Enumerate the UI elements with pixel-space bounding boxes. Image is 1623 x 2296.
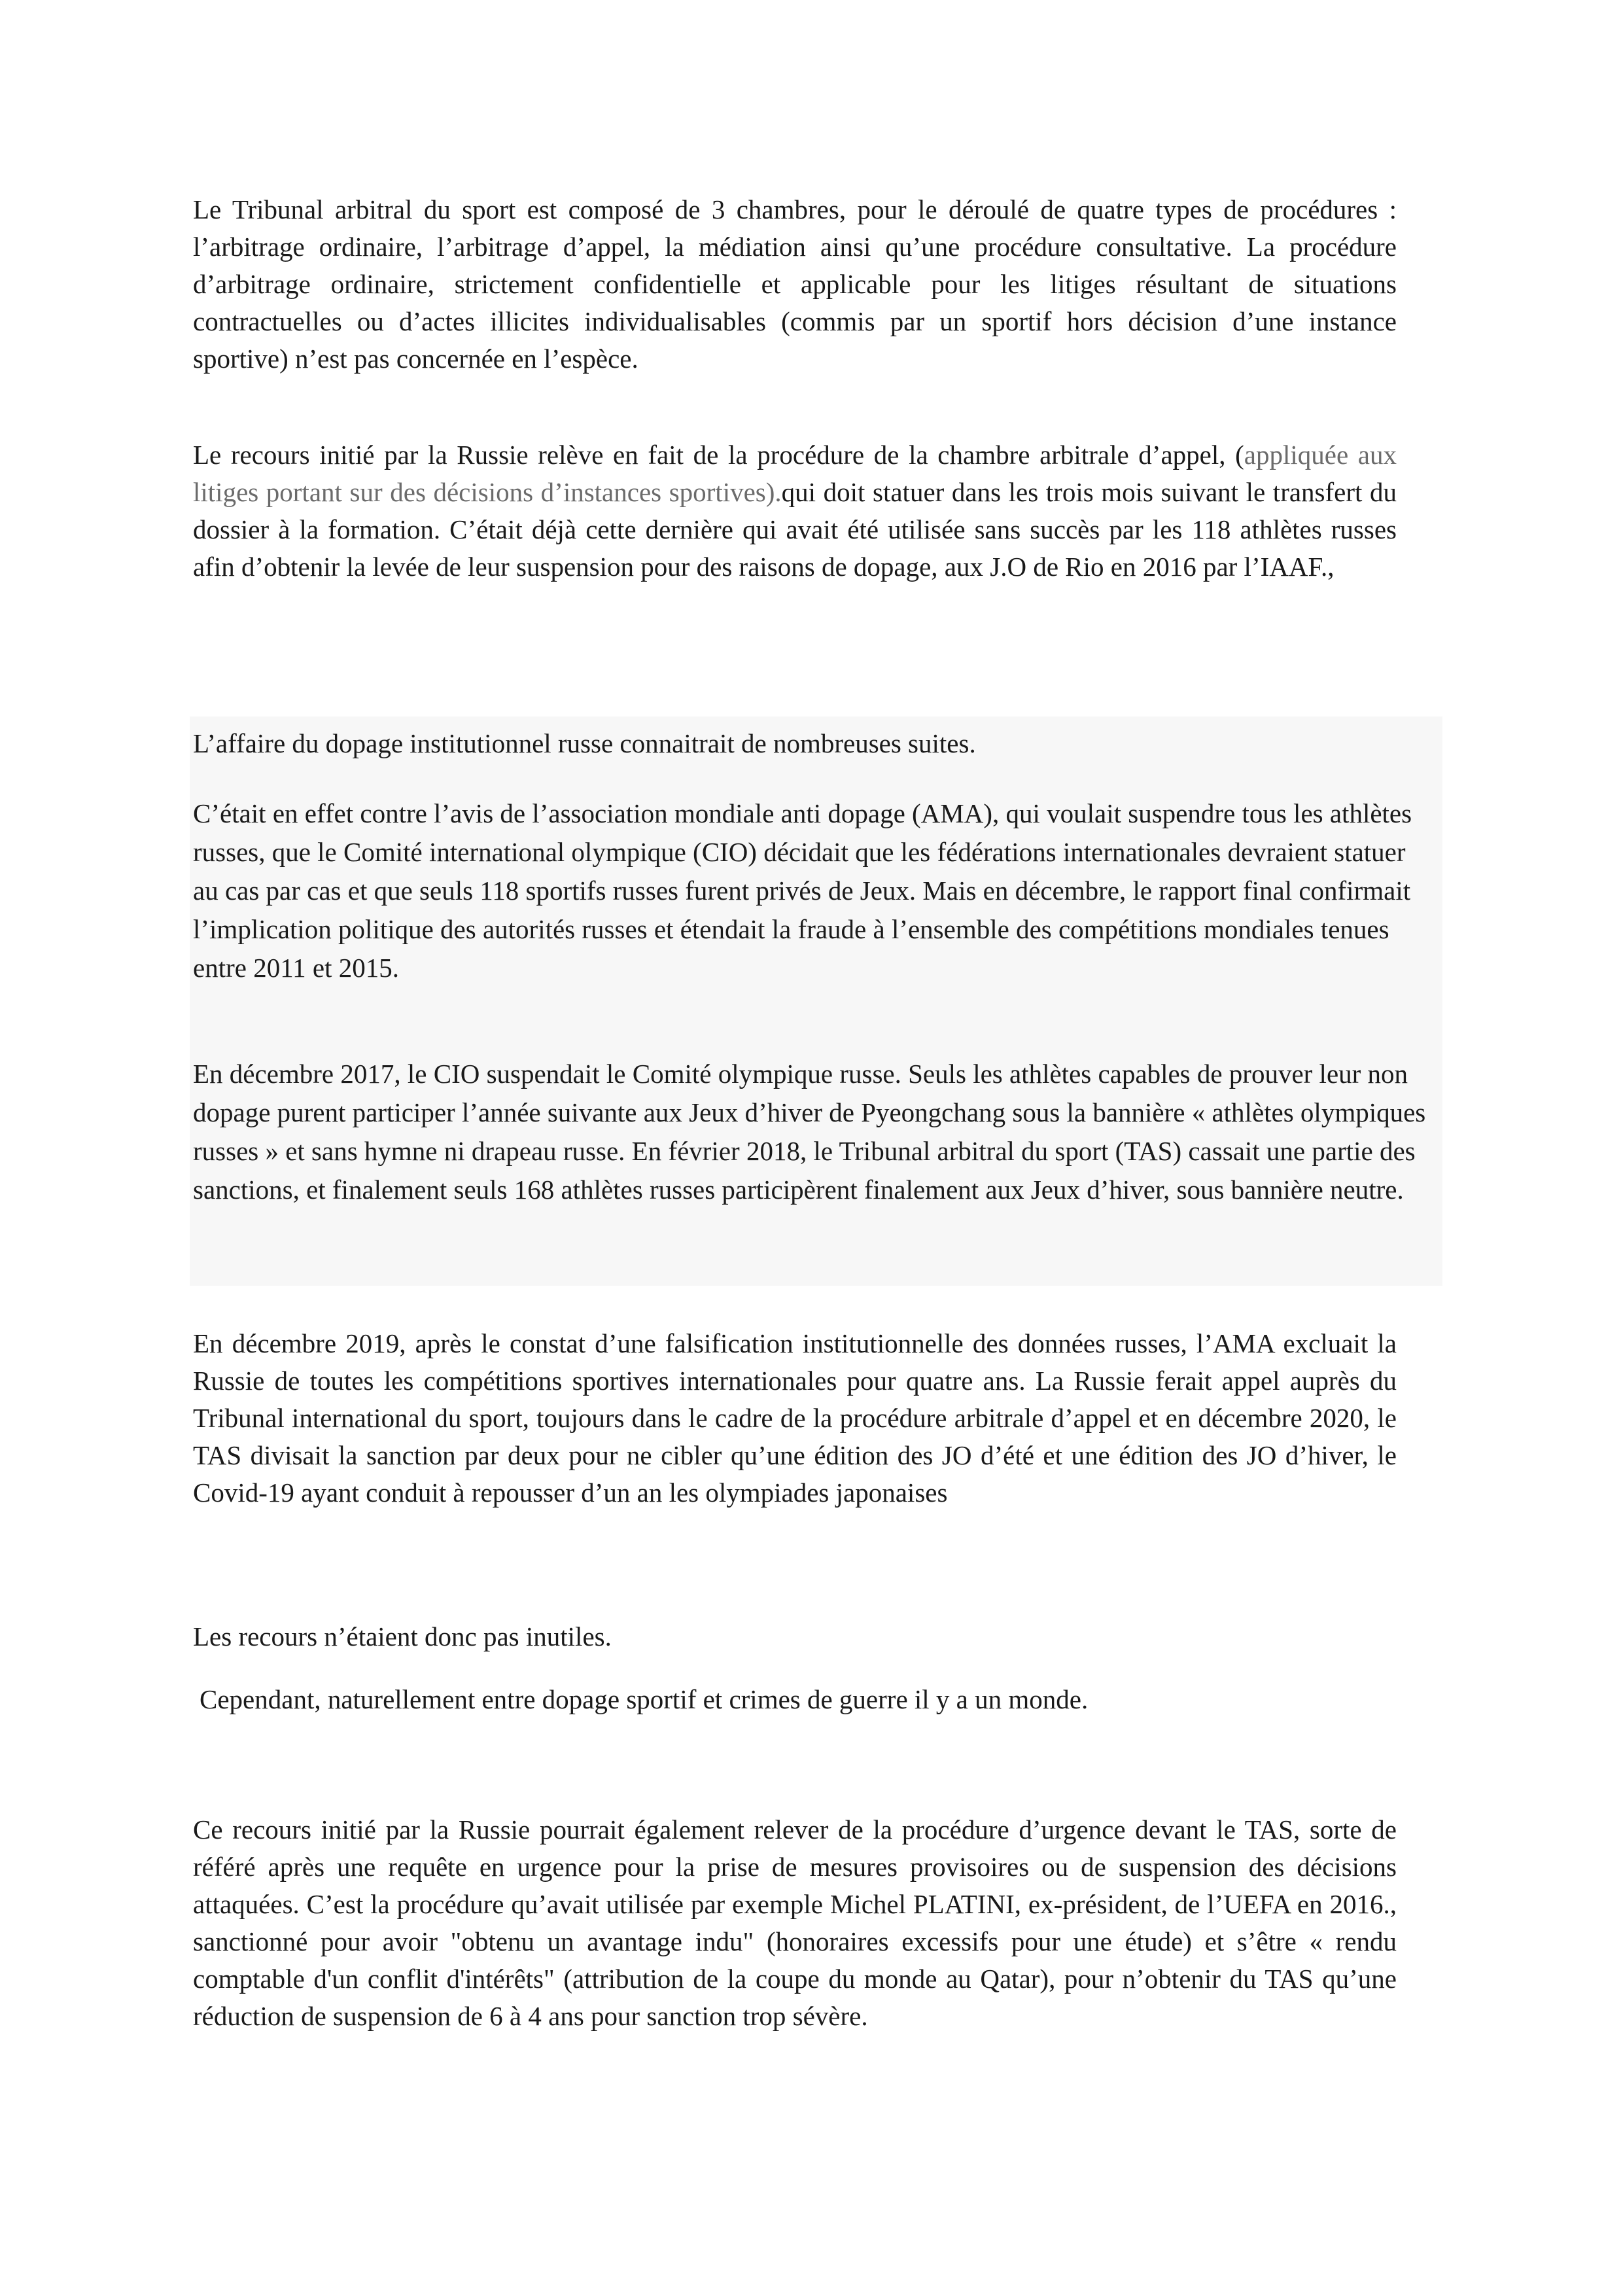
appeal-text-start: Le recours initié par la Russie relève en fait de la procédure de la chambre arbitrale d’appel, ( (193, 440, 1244, 470)
paragraph-dopage-crimes: Cependant, naturellement entre dopage sportif et crimes de guerre il y a un monde. (200, 1684, 1089, 1714)
paragraph-urgent-procedure: Ce recours initié par la Russie pourrait également relever de la procédure d’urgence devant le TAS, sorte de référé après une requête en urgence pour la prise de mesures provisoires ou de suspension des décisions attaquées. C’est la procédure qu’avait utilisée par exemple Michel PLATINI, ex-président, de l’UEFA en 2016., sanctionné pour avoir "obtenu un avantage indu" (honoraires excessifs pour une étude) et s’être « rendu comptable d'un conflit d'intérêts" (attribution de la coupe du monde au Qatar), pour n’obtenir du TAS qu’une réduction de suspension de 6 à 4 ans pour sanction trop sévère. (193, 1814, 1397, 2031)
paragraph-ama-2019: En décembre 2019, après le constat d’une falsification institutionnelle des données russes, l’AMA excluait la Russie de toutes les compétitions sportives internationales pour quatre ans. La Russie ferait appel auprès du Tribunal international du sport, toujours dans le cadre de la procédure arbitrale d’appel et en décembre 2020, le TAS divisait la sanction par deux pour ne cibler qu’une édition des JO d’été et une édition des JO d’hiver, le Covid-19 ayant conduit à repousser d’un an les olympiades japonaises (193, 1328, 1397, 1508)
shaded-section (190, 716, 1442, 1286)
paragraph-doping-affair: L’affaire du dopage institutionnel russe connaitrait de nombreuses suites. (193, 728, 976, 758)
paragraph-tribunal-chambers: Le Tribunal arbitral du sport est composé de 3 chambres, pour le déroulé de quatre types de procédures : l’arbitrage ordinaire, l’arbitrage d’appel, la médiation ainsi qu’une procédure consultative. La procédure d’arbitrage ordinaire, strictement confidentielle et applicable pour les litiges résultant de situations contractuelles ou d’actes illicites individualisables (commis par un sportif hors décision d’une instance sportive) n’est pas concernée en l’espèce. (193, 194, 1397, 374)
paragraph-russia-appeal (193, 436, 1397, 586)
paragraph-ama-cio: C’était en effet contre l’avis de l’association mondiale anti dopage (AMA), qui voulait suspendre tous les athlètes russes, que le Comité international olympique (CIO) décidait que les fédérations internationales devraient statuer au cas par cas et que seuls 118 sportifs russes furent privés de Jeux. Mais en décembre, le rapport final confirmait l’implication politique des autorités russes et étendait la fraude à l’ensemble des compétitions mondiales tenues entre 2011 et 2015. (193, 798, 1412, 983)
appeal-text-end: qui doit statuer dans les trois mois suivant le transfert du dossier à la formation. C’était déjà cette dernière qui avait été utilisée sans succès par les 118 athlètes russes afin d’obtenir la levée de leur suspension pour des raisons de dopage, aux J.O de Rio en 2016 par l’IAAF., (193, 477, 1397, 582)
appeal-text-grey: appliquée aux litiges portant sur des décisions d’instances sportives). (193, 440, 1397, 507)
paragraph-cio-suspension-2017: En décembre 2017, le CIO suspendait le Comité olympique russe. Seuls les athlètes capables de prouver leur non dopage purent participer l’année suivante aux Jeux d’hiver de Pyeongchang sous la bannière « athlètes olympiques russes » et sans hymne ni drapeau russe. En février 2018, le Tribunal arbitral du sport (TAS) cassait une partie des sanctions, et finalement seuls 168 athlètes russes participèrent finalement aux Jeux d’hiver, sous bannière neutre. (193, 1059, 1426, 1205)
paragraph-recours-utiles: Les recours n’étaient donc pas inutiles. (193, 1621, 612, 1651)
